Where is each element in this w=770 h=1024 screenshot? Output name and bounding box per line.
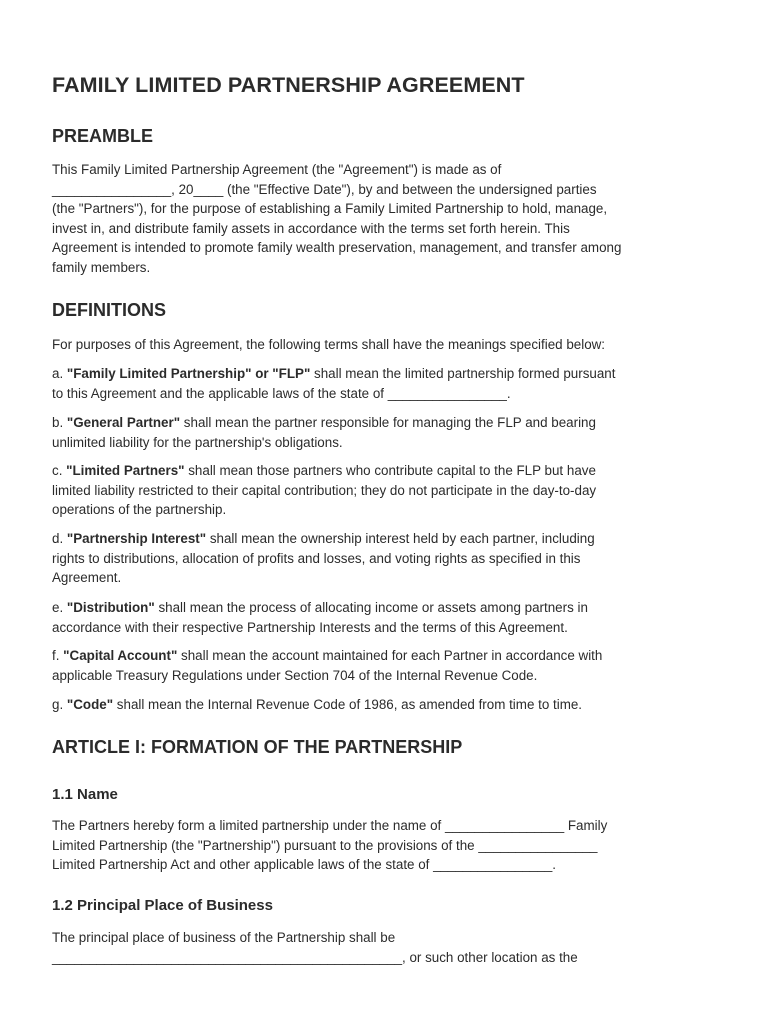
definition-line: rights to distributions, allocation of profits and losses, and voting rights as specified in this — [52, 550, 581, 566]
preamble-line: (the "Partners"), for the purpose of establishing a Family Limited Partnership to hold, manage, — [52, 201, 608, 217]
definition-term: "Partnership Interest" — [66, 531, 207, 546]
definition-term: "Limited Partners" — [66, 463, 185, 478]
section-line: Limited Partnership (the "Partnership") pursuant to the provisions of the ________________ — [52, 837, 598, 853]
preamble-heading: PREAMBLE — [52, 126, 154, 146]
definition-line: limited liability restricted to their capital contribution; they do not participate in the day-to-day — [52, 482, 597, 498]
definition-term: "Family Limited Partnership" or "FLP" — [66, 366, 311, 381]
preamble-line: This Family Limited Partnership Agreement (the "Agreement") is made as of — [52, 162, 502, 177]
article-1-heading: ARTICLE I: FORMATION OF THE PARTNERSHIP — [52, 737, 463, 757]
preamble-paragraph — [52, 160, 722, 278]
definition-prefix: a. — [52, 366, 67, 381]
definition-prefix: f. — [52, 648, 64, 663]
definition-f — [52, 646, 722, 685]
section-line: Limited Partnership Act and other applicable laws of the state of ________________. — [52, 857, 556, 873]
preamble-line: invest in, and distribute family assets in accordance with the terms set forth herein. This — [52, 220, 570, 236]
section-line: _______________________________________________, or such other location as the — [52, 949, 578, 965]
section-1-1-heading: 1.1 Name — [52, 786, 118, 803]
definition-prefix: c. — [52, 463, 67, 478]
section-line: The principal place of business of the Partnership shall be — [52, 930, 396, 945]
definition-text: shall mean the account maintained for each Partner in accordance with — [177, 648, 603, 663]
definitions-intro-line: For purposes of this Agreement, the following terms shall have the meanings specified below: — [52, 337, 606, 352]
definition-text: shall mean the ownership interest held by each partner, including — [206, 531, 595, 546]
definition-prefix: d. — [52, 531, 67, 546]
preamble-line: family members. — [52, 259, 151, 275]
definition-prefix: g. — [52, 697, 67, 712]
definitions-intro — [52, 335, 722, 355]
definition-term: "Code" — [66, 697, 114, 712]
definition-c — [52, 461, 722, 520]
definition-line: operations of the partnership. — [52, 502, 227, 518]
definition-term: "Distribution" — [66, 600, 155, 615]
definition-text: shall mean those partners who contribute capital to the FLP but have — [184, 463, 596, 478]
definitions-heading: DEFINITIONS — [52, 300, 167, 320]
definition-a — [52, 364, 722, 403]
definition-line: accordance with their respective Partnership Interests and the terms of this Agreement. — [52, 619, 568, 635]
section-1-2-paragraph — [52, 928, 722, 967]
definition-text: shall mean the partner responsible for managing the FLP and bearing — [180, 415, 596, 430]
definition-e — [52, 598, 722, 637]
definition-line: unlimited liability for the partnership's obligations. — [52, 434, 343, 450]
definition-g — [52, 695, 722, 715]
definition-text: shall mean the limited partnership formed pursuant — [310, 366, 616, 381]
definition-b — [52, 413, 722, 452]
definition-line: to this Agreement and the applicable laws of the state of ________________. — [52, 385, 511, 401]
definition-d — [52, 529, 722, 588]
section-1-2-heading: 1.2 Principal Place of Business — [52, 897, 273, 914]
section-1-1-paragraph — [52, 816, 722, 875]
definition-line: Agreement. — [52, 570, 122, 586]
document-title: FAMILY LIMITED PARTNERSHIP AGREEMENT — [52, 73, 525, 97]
definition-prefix: b. — [52, 415, 67, 430]
definition-term: "General Partner" — [66, 415, 181, 430]
section-line: The Partners hereby form a limited partnership under the name of ________________ Family — [52, 818, 608, 833]
preamble-line: ________________, 20____ (the "Effective Date"), by and between the undersigned parties — [52, 181, 597, 197]
definition-line: applicable Treasury Regulations under Section 704 of the Internal Revenue Code. — [52, 667, 538, 683]
preamble-line: Agreement is intended to promote family wealth preservation, management, and transfer among — [52, 240, 622, 256]
definition-term: "Capital Account" — [63, 648, 178, 663]
definition-text: shall mean the Internal Revenue Code of 1986, as amended from time to time. — [113, 697, 583, 712]
definition-text: shall mean the process of allocating income or assets among partners in — [154, 600, 588, 615]
definition-prefix: e. — [52, 600, 67, 615]
